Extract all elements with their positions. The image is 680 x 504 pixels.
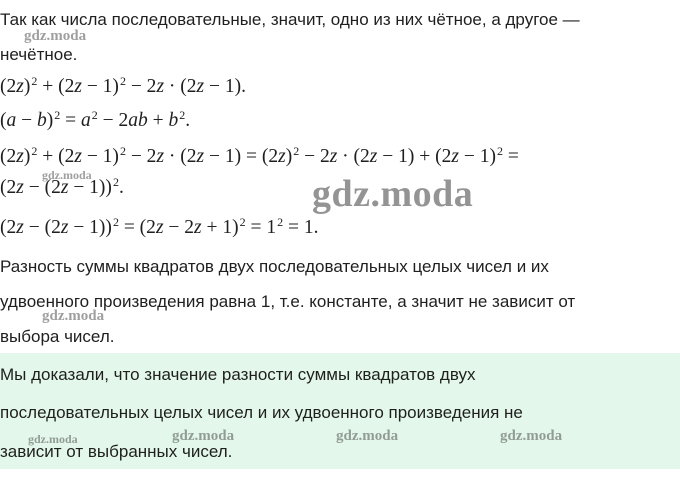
watermark: gdz.moda: [42, 168, 92, 182]
watermark: gdz.moda: [42, 308, 105, 324]
intro-line-2: нечётное.: [0, 45, 78, 64]
conclusion-line-3: зависит от выбранных чисел.: [0, 442, 233, 461]
math-line-4: $(2z - (2z - 1))^2$.: [0, 175, 124, 198]
math-line-5: $(2z - (2z - 1))^2 = (2z - 2z + 1)^2 = 1^2 = 1$.: [0, 215, 319, 238]
result-line-2: удвоенного произведения равна 1, т.е. константе, а значит не зависит от: [0, 292, 576, 311]
math-line-3: $(2z)^2 + (2z - 1)^2 - 2z \cdot (2z - 1) = (2z)^2 - 2z \cdot (2z - 1) + (2z - 1)^2$ =: [0, 144, 519, 167]
intro-line-1: Так как числа последовательные, значит, одно из них чётное, а другое —: [0, 10, 580, 29]
conclusion-line-1: Мы доказали, что значение разности суммы квадратов двух: [0, 365, 476, 384]
math-line-2: $(a - b)^2 = a^2 - 2ab + b^2$.: [0, 108, 191, 131]
result-line-3: выбора чисел.: [0, 327, 115, 346]
watermark: gdz.moda: [172, 428, 235, 444]
watermark: gdz.moda: [336, 428, 399, 444]
math-line-1: $(2z)^2 + (2z - 1)^2 - 2z \cdot (2z - 1)$.: [0, 74, 246, 97]
result-line-1: Разность суммы квадратов двух последовательных целых чисел и их: [0, 257, 549, 276]
watermark: gdz.moda: [312, 173, 474, 215]
watermark: gdz.moda: [28, 432, 78, 446]
watermark: gdz.moda: [500, 428, 563, 444]
watermark: gdz.moda: [24, 28, 87, 44]
conclusion-block: [0, 353, 680, 469]
conclusion-line-2: последовательных целых чисел и их удвоенного произведения не: [0, 403, 523, 422]
